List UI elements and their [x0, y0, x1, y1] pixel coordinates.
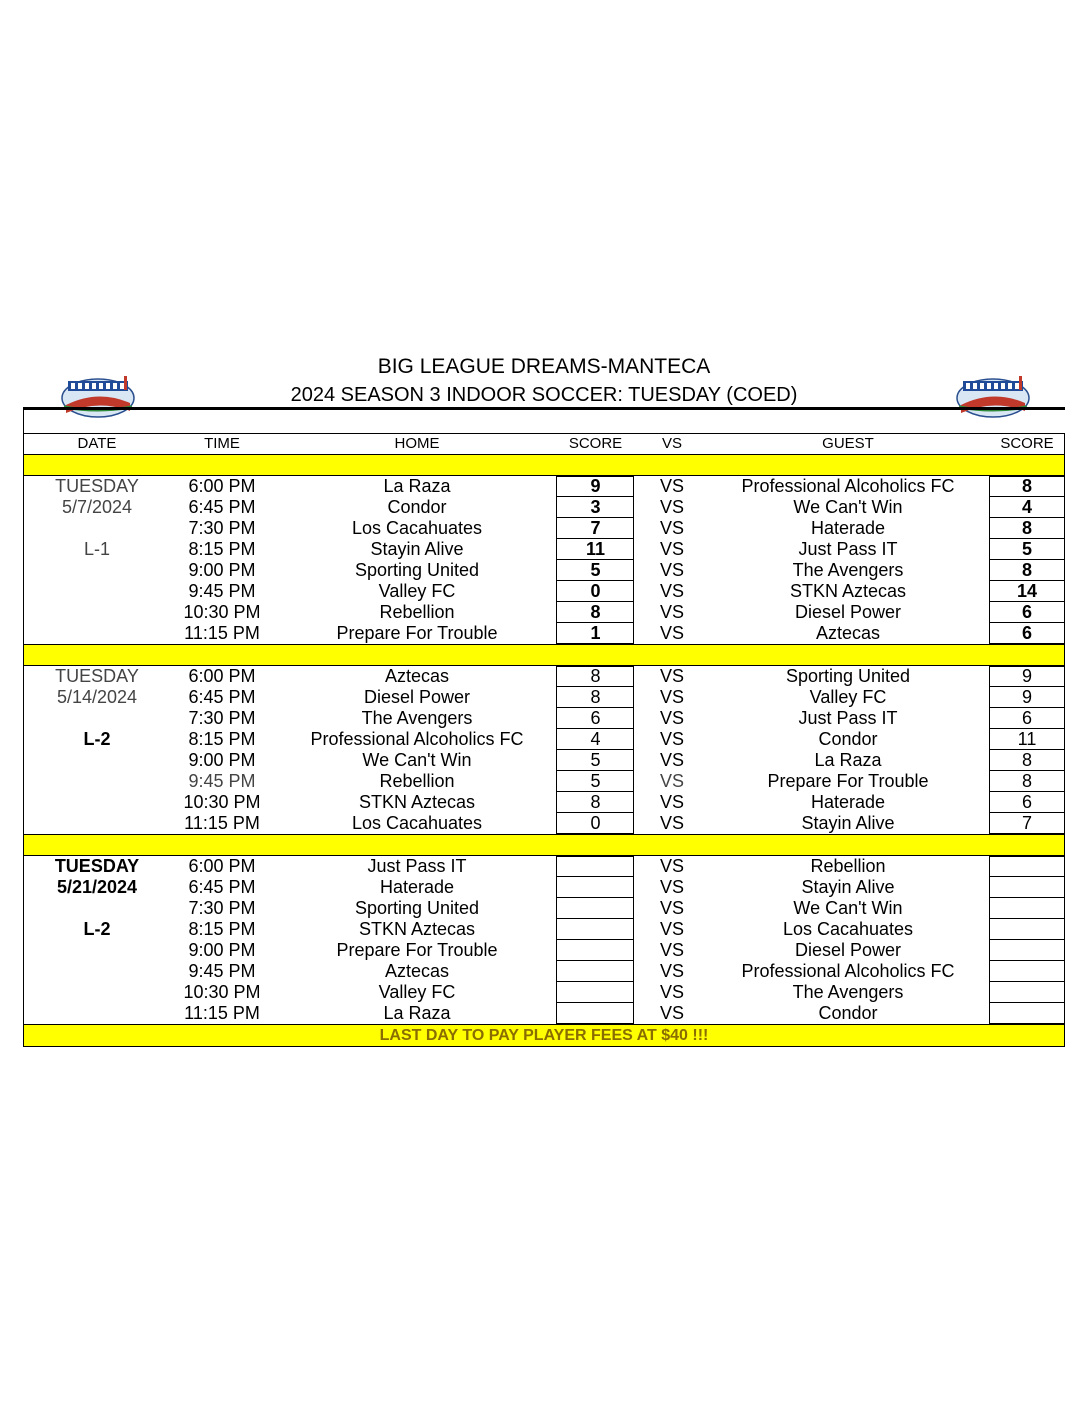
field-label: L-1 [83, 539, 110, 559]
game-row [24, 476, 1064, 497]
home-score-box [556, 940, 634, 961]
vs-label: VS [659, 476, 684, 496]
guest-team: Diesel Power [794, 940, 902, 960]
week-separator [24, 644, 1064, 666]
guest-score-box [989, 940, 1065, 961]
guest-score: 6 [1021, 792, 1032, 812]
vs-label: VS [659, 940, 684, 960]
guest-score: 8 [1021, 771, 1032, 791]
guest-team: Professional Alcoholics FC [741, 961, 955, 981]
home-team: Condor [387, 497, 447, 517]
header-date: DATE [77, 435, 117, 452]
home-score: 5 [590, 750, 601, 770]
guest-score: 8 [1021, 560, 1032, 580]
game-row [24, 856, 1064, 877]
home-score-box [556, 856, 634, 877]
header-home: HOME [394, 435, 440, 452]
vs-label: VS [659, 581, 684, 601]
vs-label: VS [659, 982, 684, 1002]
vs-label: VS [659, 898, 684, 918]
game-time: 10:30 PM [183, 602, 261, 622]
game-row [24, 602, 1064, 623]
game-row [24, 750, 1064, 771]
game-time: 6:00 PM [188, 666, 256, 686]
guest-score-box [989, 877, 1065, 898]
guest-score: 6 [1021, 708, 1032, 728]
guest-team: The Avengers [792, 560, 904, 580]
week-date: 5/7/2024 [61, 497, 133, 517]
week-date: 5/21/2024 [56, 877, 138, 897]
guest-team: Haterade [810, 518, 886, 538]
home-score: 7 [590, 518, 601, 538]
home-team: Rebellion [379, 771, 455, 791]
game-time: 9:45 PM [188, 961, 256, 981]
home-team: Stayin Alive [370, 539, 464, 559]
week-block [24, 856, 1064, 1024]
game-row [24, 771, 1064, 792]
game-row [24, 940, 1064, 961]
game-time: 6:45 PM [188, 497, 256, 517]
home-team: Sporting United [354, 898, 480, 918]
home-score: 11 [585, 539, 606, 559]
guest-team: Just Pass IT [798, 539, 898, 559]
game-row [24, 708, 1064, 729]
field-label: L-2 [83, 729, 111, 749]
home-team: La Raza [383, 1003, 451, 1023]
vs-label: VS [659, 877, 684, 897]
week-date: 5/14/2024 [56, 687, 138, 707]
guest-score: 8 [1021, 476, 1032, 496]
guest-team: Diesel Power [794, 602, 902, 622]
game-row [24, 729, 1064, 750]
home-score: 0 [590, 813, 601, 833]
game-row [24, 898, 1064, 919]
home-team: The Avengers [361, 708, 473, 728]
home-score: 9 [590, 476, 601, 496]
table-top-border [23, 407, 1065, 433]
game-time: 9:45 PM [188, 581, 256, 601]
vs-label: VS [659, 961, 684, 981]
game-time: 10:30 PM [183, 982, 261, 1002]
game-time: 9:45 PM [188, 771, 256, 791]
home-team: Prepare For Trouble [336, 940, 498, 960]
vs-label: VS [659, 813, 684, 833]
guest-team: Prepare For Trouble [767, 771, 929, 791]
vs-label: VS [659, 1003, 684, 1023]
guest-team: Professional Alcoholics FC [741, 476, 955, 496]
header-time: TIME [204, 435, 240, 452]
game-row [24, 982, 1064, 1003]
game-row [24, 919, 1064, 940]
guest-team: Condor [818, 729, 878, 749]
game-time: 8:15 PM [188, 729, 256, 749]
guest-team: STKN Aztecas [789, 581, 907, 601]
game-row [24, 497, 1064, 518]
guest-score: 5 [1021, 539, 1032, 559]
guest-score-box [989, 982, 1065, 1003]
guest-score: 6 [1021, 602, 1032, 622]
guest-score: 8 [1021, 750, 1032, 770]
home-score: 8 [590, 602, 601, 622]
page-title: BIG LEAGUE DREAMS-MANTECA [377, 355, 711, 378]
week-block [24, 666, 1064, 834]
home-team: Valley FC [378, 581, 456, 601]
game-time: 9:00 PM [188, 750, 256, 770]
game-time: 11:15 PM [184, 623, 260, 643]
week-separator [24, 834, 1064, 856]
home-score: 8 [590, 666, 601, 686]
home-team: Aztecas [384, 666, 450, 686]
field-label: L-2 [83, 919, 111, 939]
guest-score: 8 [1021, 518, 1032, 538]
home-team: Rebellion [379, 602, 455, 622]
guest-team: Haterade [810, 792, 886, 812]
header-guest-score: SCORE [1000, 435, 1054, 452]
home-team: STKN Aztecas [358, 919, 476, 939]
home-score: 8 [590, 687, 601, 707]
header-vs: VS [661, 435, 682, 452]
header-home-score: SCORE [568, 435, 623, 452]
home-score: 3 [590, 497, 601, 517]
guest-score: 11 [1017, 729, 1037, 749]
home-team: Prepare For Trouble [336, 623, 498, 643]
vs-label: VS [659, 666, 684, 686]
game-time: 6:00 PM [188, 476, 256, 496]
game-row [24, 666, 1064, 687]
guest-team: Aztecas [815, 623, 881, 643]
game-time: 8:15 PM [188, 919, 256, 939]
guest-score: 9 [1021, 687, 1032, 707]
guest-score: 4 [1021, 497, 1032, 517]
vs-label: VS [659, 856, 684, 876]
vs-label: VS [659, 623, 684, 643]
home-score: 5 [590, 560, 601, 580]
week-separator [24, 455, 1064, 476]
guest-team: Valley FC [809, 687, 887, 707]
vs-label: VS [659, 687, 684, 707]
week-block [24, 476, 1064, 644]
header-guest: GUEST [822, 435, 874, 452]
vs-label: VS [659, 539, 684, 559]
vs-label: VS [659, 729, 684, 749]
home-team: STKN Aztecas [358, 792, 476, 812]
vs-label: VS [659, 919, 684, 939]
schedule-table [23, 433, 1065, 1047]
game-row [24, 539, 1064, 560]
game-row [24, 518, 1064, 539]
game-time: 7:30 PM [188, 898, 256, 918]
home-score-box [556, 982, 634, 1003]
home-team: Sporting United [354, 560, 480, 580]
guest-team: Stayin Alive [801, 877, 895, 897]
home-team: Haterade [379, 877, 455, 897]
home-score-box [556, 1003, 634, 1024]
game-time: 8:15 PM [188, 539, 256, 559]
guest-team: Rebellion [810, 856, 886, 876]
game-row [24, 792, 1064, 813]
game-time: 6:00 PM [188, 856, 256, 876]
home-team: Aztecas [384, 961, 450, 981]
guest-score: 14 [1016, 581, 1038, 601]
table-header [24, 434, 1064, 455]
game-row [24, 961, 1064, 982]
home-team: Los Cacahuates [351, 518, 483, 538]
game-time: 10:30 PM [183, 792, 261, 812]
guest-score-box [989, 856, 1065, 877]
week-day: TUESDAY [55, 666, 139, 686]
home-score: 6 [590, 708, 601, 728]
week-day: TUESDAY [54, 856, 140, 876]
guest-team: La Raza [814, 750, 882, 770]
vs-label: VS [659, 792, 684, 812]
vs-label: VS [659, 497, 684, 517]
guest-team: Sporting United [785, 666, 911, 686]
game-time: 6:45 PM [188, 877, 256, 897]
home-score: 4 [590, 729, 601, 749]
game-row [24, 560, 1064, 581]
home-team: Diesel Power [363, 687, 471, 707]
game-row [24, 687, 1064, 708]
home-score: 1 [590, 623, 601, 643]
home-team: Valley FC [378, 982, 456, 1002]
vs-label: VS [659, 602, 684, 622]
vs-label: VS [659, 708, 684, 728]
home-team: Professional Alcoholics FC [310, 729, 524, 749]
vs-label: VS [659, 771, 684, 791]
game-row [24, 813, 1064, 834]
home-team: Los Cacahuates [351, 813, 483, 833]
week-day: TUESDAY [55, 476, 139, 496]
home-score-box [556, 919, 634, 940]
vs-label: VS [659, 518, 684, 538]
guest-team: We Can't Win [793, 898, 903, 918]
game-row [24, 1003, 1064, 1024]
guest-score: 9 [1021, 666, 1032, 686]
guest-score-box [989, 1003, 1065, 1024]
vs-label: VS [659, 560, 684, 580]
guest-team: Los Cacahuates [782, 919, 914, 939]
guest-team: Stayin Alive [801, 813, 895, 833]
home-score: 8 [590, 792, 601, 812]
game-time: 9:00 PM [188, 560, 256, 580]
home-score-box [556, 961, 634, 982]
guest-score-box [989, 919, 1065, 940]
guest-team: The Avengers [792, 982, 904, 1002]
game-time: 7:30 PM [188, 518, 256, 538]
guest-score: 6 [1021, 623, 1032, 643]
home-team: We Can't Win [362, 750, 472, 770]
home-score: 0 [590, 581, 601, 601]
guest-team: We Can't Win [793, 497, 903, 517]
vs-label: VS [659, 750, 684, 770]
home-team: Just Pass IT [367, 856, 467, 876]
game-time: 9:00 PM [188, 940, 256, 960]
game-row [24, 623, 1064, 644]
page-subtitle: 2024 SEASON 3 INDOOR SOCCER: TUESDAY (COED) [290, 384, 798, 406]
game-time: 11:15 PM [184, 1003, 260, 1023]
guest-team: Condor [818, 1003, 878, 1023]
guest-score-box [989, 961, 1065, 982]
fee-notice: LAST DAY TO PAY PLAYER FEES AT $40 !!! [24, 1024, 1064, 1046]
game-row [24, 877, 1064, 898]
game-time: 6:45 PM [188, 687, 256, 707]
home-score: 5 [590, 771, 601, 791]
game-row [24, 581, 1064, 602]
guest-team: Just Pass IT [798, 708, 898, 728]
game-time: 11:15 PM [184, 813, 260, 833]
home-score-box [556, 898, 634, 919]
guest-score-box [989, 898, 1065, 919]
game-time: 7:30 PM [188, 708, 256, 728]
home-team: La Raza [383, 476, 451, 496]
guest-score: 7 [1021, 813, 1032, 833]
home-score-box [556, 877, 634, 898]
